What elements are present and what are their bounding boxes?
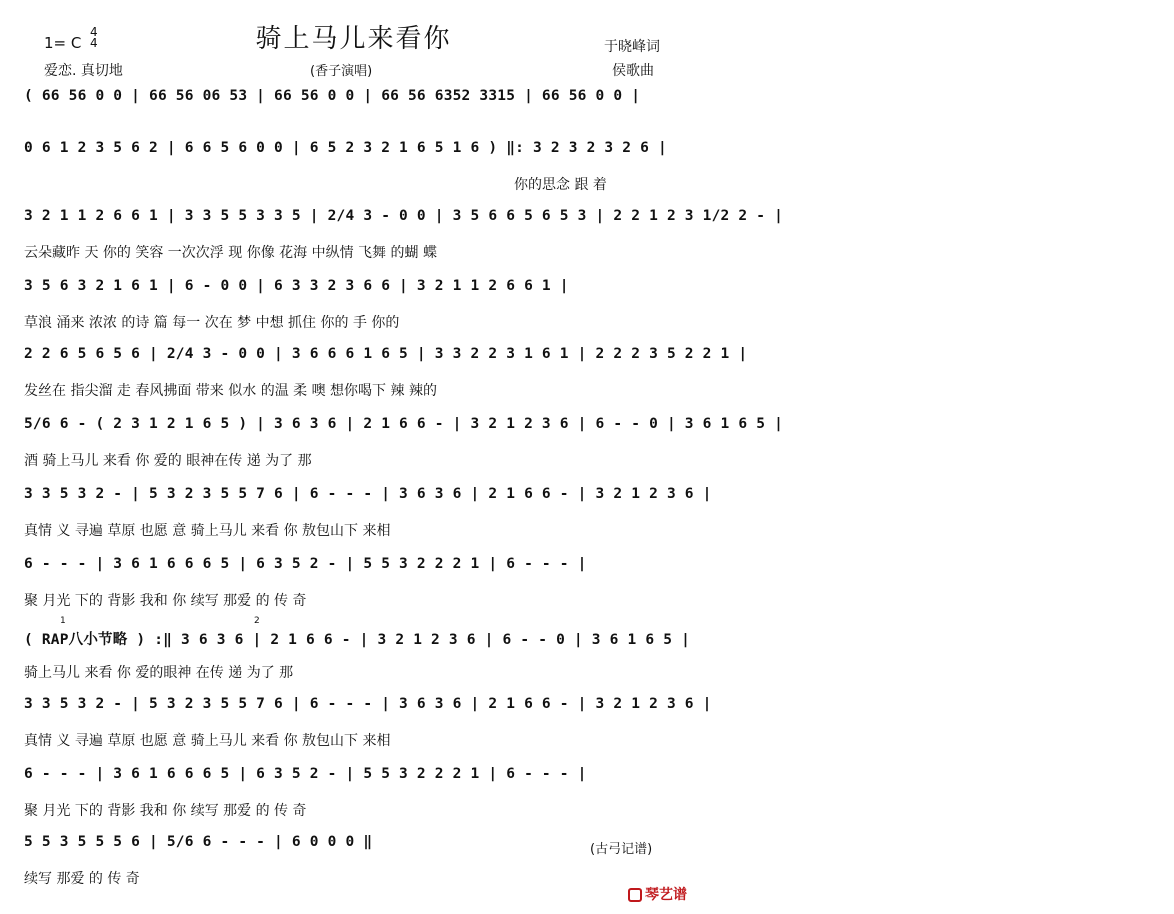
lyric-line: 发丝在 指尖溜 走 春风拂面 带来 似水 的温 柔 噢 想你喝下 辣 辣的 <box>24 383 437 399</box>
lyric-line: 真情 义 寻遍 草原 也愿 意 骑上马儿 来看 你 敖包山下 来相 <box>24 523 391 539</box>
notation-line: ( 66 56 0 0 | 66 56 06 53 | 66 56 0 0 | 66 56 6352 3315 | 66 56 0 0 | <box>24 88 641 104</box>
performance-style: 爱恋. 真切地 <box>44 63 123 79</box>
notation-line: 6 - - - | 3 6 1 6 6 6 5 | 6 3 5 2 - | 5 5 3 2 2 2 1 | 6 - - - | <box>24 556 587 572</box>
notation-line: 3 3 5 3 2 - | 5 3 2 3 5 5 7 6 | 6 - - - | 3 6 3 6 | 2 1 6 6 - | 3 2 1 2 3 6 | <box>24 696 712 712</box>
notation-line: 3 2 1 1 2 6 6 1 | 3 3 5 5 3 3 5 | 2/4 3 - 0 0 | 3 5 6 6 5 6 5 3 | 2 2 1 2 3 1/2 2 - | <box>24 208 784 224</box>
transcriber-note: (古弓记谱) <box>590 842 653 857</box>
key-signature: 1= C <box>44 34 82 52</box>
site-logo <box>628 884 687 904</box>
logo-icon <box>628 888 642 902</box>
time-signature-bottom: 4 <box>90 36 98 50</box>
notation-line: 2 2 6 5 6 5 6 | 2/4 3 - 0 0 | 3 6 6 6 1 6 5 | 3 3 2 2 3 1 6 1 | 2 2 2 3 5 2 2 1 | <box>24 346 748 362</box>
notation-line: 5 5 3 5 5 5 6 | 5/6 6 - - - | 6 0 0 0 ‖ <box>24 834 373 850</box>
composer-credit: 侯歌曲 <box>612 63 654 79</box>
notation-line: 6 - - - | 3 6 1 6 6 6 5 | 6 3 5 2 - | 5 5 3 2 2 2 1 | 6 - - - | <box>24 766 587 782</box>
notation-line: 0 6 1 2 3 5 6 2 | 6 6 5 6 0 0 | 6 5 2 3 2 1 6 5 1 6 ) ‖: 3 2 3 2 3 2 6 | <box>24 140 667 156</box>
lyric-line: 续写 那爱 的 传 奇 <box>24 871 140 887</box>
song-title: 骑上马儿来看你 <box>255 24 452 54</box>
lyric-line: 酒 骑上马儿 来看 你 爱的 眼神在传 递 为了 那 <box>24 453 312 469</box>
lyricist-credit: 于晓峰词 <box>604 39 660 55</box>
time-signature-top: 4 <box>90 25 98 39</box>
lyric-line: 云朵藏昨 天 你的 笑容 一次次浮 现 你像 花海 中纵情 飞舞 的蝴 蝶 <box>24 245 437 261</box>
lyric-line: 聚 月光 下的 背影 我和 你 续写 那爱 的 传 奇 <box>24 593 307 609</box>
lyric-line: 草浪 涌来 浓浓 的诗 篇 每一 次在 梦 中想 抓住 你的 手 你的 <box>24 315 400 331</box>
volta-second: 2 <box>254 616 260 626</box>
lyric-line: 真情 义 寻遍 草原 也愿 意 骑上马儿 来看 你 敖包山下 来相 <box>24 733 391 749</box>
volta-first: 1 <box>60 616 66 626</box>
notation-line: ( RAP八小节略 ) :‖ 3 6 3 6 | 2 1 6 6 - | 3 2 1 2 3 6 | 6 - - 0 | 3 6 1 6 5 | <box>24 632 691 648</box>
lyric-line: 骑上马儿 来看 你 爱的眼神 在传 递 为了 那 <box>24 665 294 681</box>
time-signature <box>90 27 98 49</box>
lyric-line: 你的思念 跟 着 <box>514 177 607 193</box>
logo-text: 琴艺谱 <box>645 887 687 903</box>
notation-line: 3 5 6 3 2 1 6 1 | 6 - 0 0 | 6 3 3 2 3 6 6 | 3 2 1 1 2 6 6 1 | <box>24 278 569 294</box>
volta-brackets <box>24 616 684 626</box>
notation-line: 5/6 6 - ( 2 3 1 2 1 6 5 ) | 3 6 3 6 | 2 1 6 6 - | 3 2 1 2 3 6 | 6 - - 0 | 3 6 1 6 5 | <box>24 416 784 432</box>
lyric-line: 聚 月光 下的 背影 我和 你 续写 那爱 的 传 奇 <box>24 803 307 819</box>
singer-credit: (香子演唱) <box>310 64 373 79</box>
notation-line: 3 3 5 3 2 - | 5 3 2 3 5 5 7 6 | 6 - - - | 3 6 3 6 | 2 1 6 6 - | 3 2 1 2 3 6 | <box>24 486 712 502</box>
